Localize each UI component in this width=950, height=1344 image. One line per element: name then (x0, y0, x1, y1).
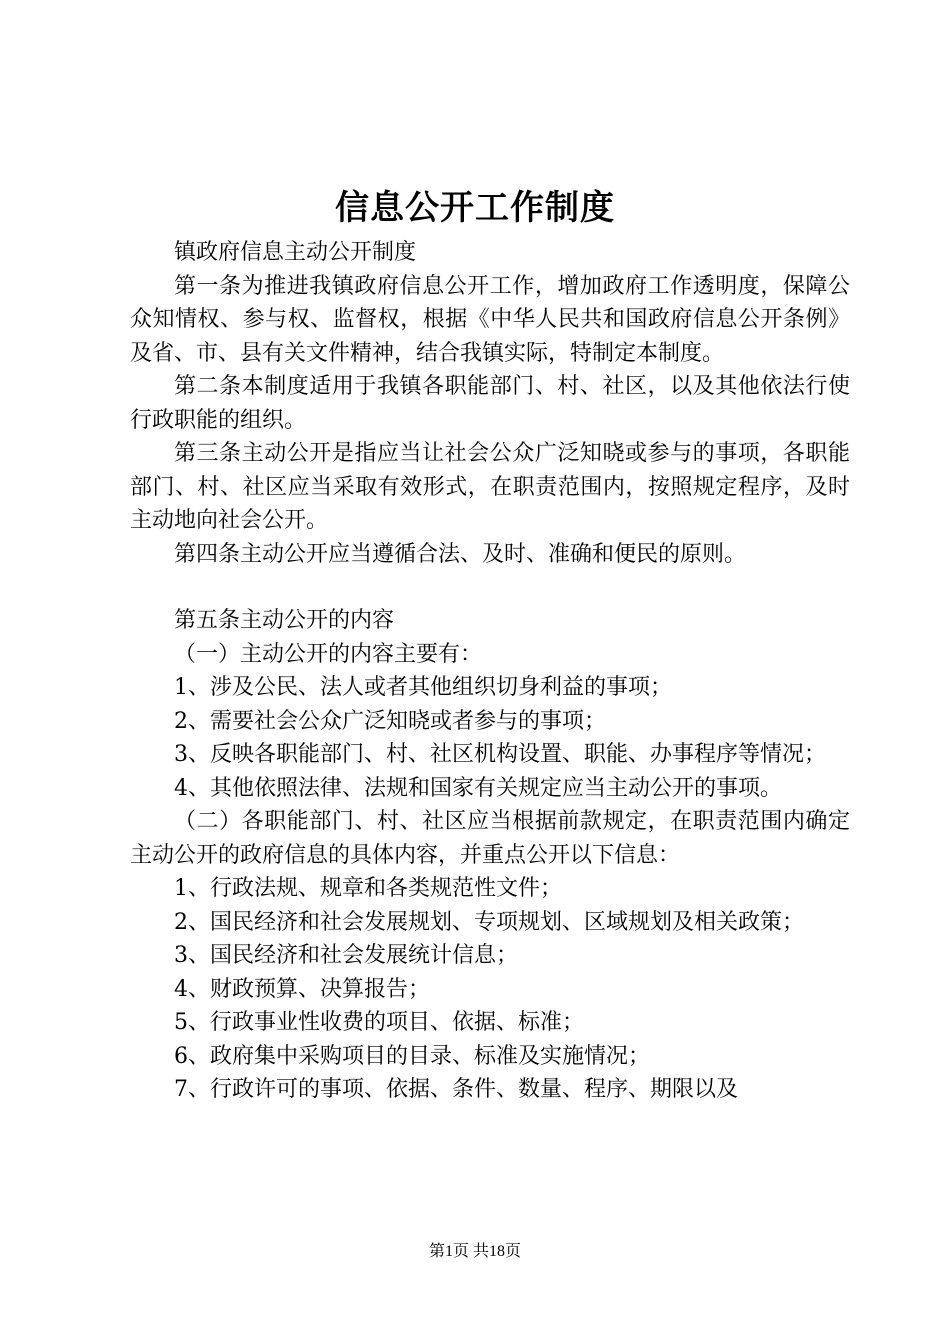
list-item: 1、涉及公民、法人或者其他组织切身利益的事项； (174, 675, 672, 700)
paragraph-article-3: 第三条主动公开是指应当让社会公众广泛知晓或参与的事项，各职能部门、村、社区应当采取有效形式，在职责范围内，按照规定程序，及时主动地向社会公开。 (130, 441, 850, 533)
paragraph-gap (130, 571, 850, 604)
list-item: 3、反映各职能部门、村、社区机构设置、职能、办事程序等情况； (174, 742, 826, 767)
list-item: 1、行政法规、规章和各类规范性文件； (174, 876, 562, 901)
list-item: 6、政府集中采购项目的目录、标准及实施情况； (174, 1043, 650, 1069)
paragraph-article-1: 第一条为推进我镇政府信息公开工作，增加政府工作透明度，保障公众知情权、参与权、监督权，根据《中华人民共和国政府信息公开条例》及省、市、县有关文件精神，结合我镇实际，特制定本制度。 (130, 273, 850, 366)
paragraph-section-1: （一）主动公开的内容主要有： (174, 641, 483, 667)
paragraph-article-2: 第二条本制度适用于我镇各职能部门、村、社区，以及其他依法行使行政职能的组织。 (130, 374, 850, 433)
list-item: 2、国民经济和社会发展规划、专项规划、区域规划及相关政策； (174, 909, 804, 935)
list-item: 4、其他依照法律、法规和国家有关规定应当主动公开的事项。 (174, 775, 782, 801)
list-item: 4、财政预算、决算报告； (174, 976, 430, 1002)
paragraph-article-4: 第四条主动公开应当遵循合法、及时、准确和便民的原则。 (174, 541, 747, 567)
list-item: 7、行政许可的事项、依据、条件、数量、程序、期限以及 (174, 1077, 738, 1102)
list-item: 5、行政事业性收费的项目、依据、标准； (174, 1010, 584, 1035)
list-item: 3、国民经济和社会发展统计信息； (174, 943, 518, 968)
paragraph-heading: 镇政府信息主动公开制度 (174, 240, 417, 265)
list-item: 2、需要社会公众广泛知晓或者参与的事项； (174, 708, 606, 734)
document-body (130, 236, 850, 1107)
paragraph-article-5: 第五条主动公开的内容 (174, 608, 395, 633)
paragraph-section-2: （二）各职能部门、村、社区应当根据前款规定，在职责范围内确定主动公开的政府信息的具体内容，并重点公开以下信息： (130, 809, 850, 868)
page-footer: 第1页 共18页 (428, 1243, 521, 1260)
document-title: 信息公开工作制度 (335, 188, 615, 228)
